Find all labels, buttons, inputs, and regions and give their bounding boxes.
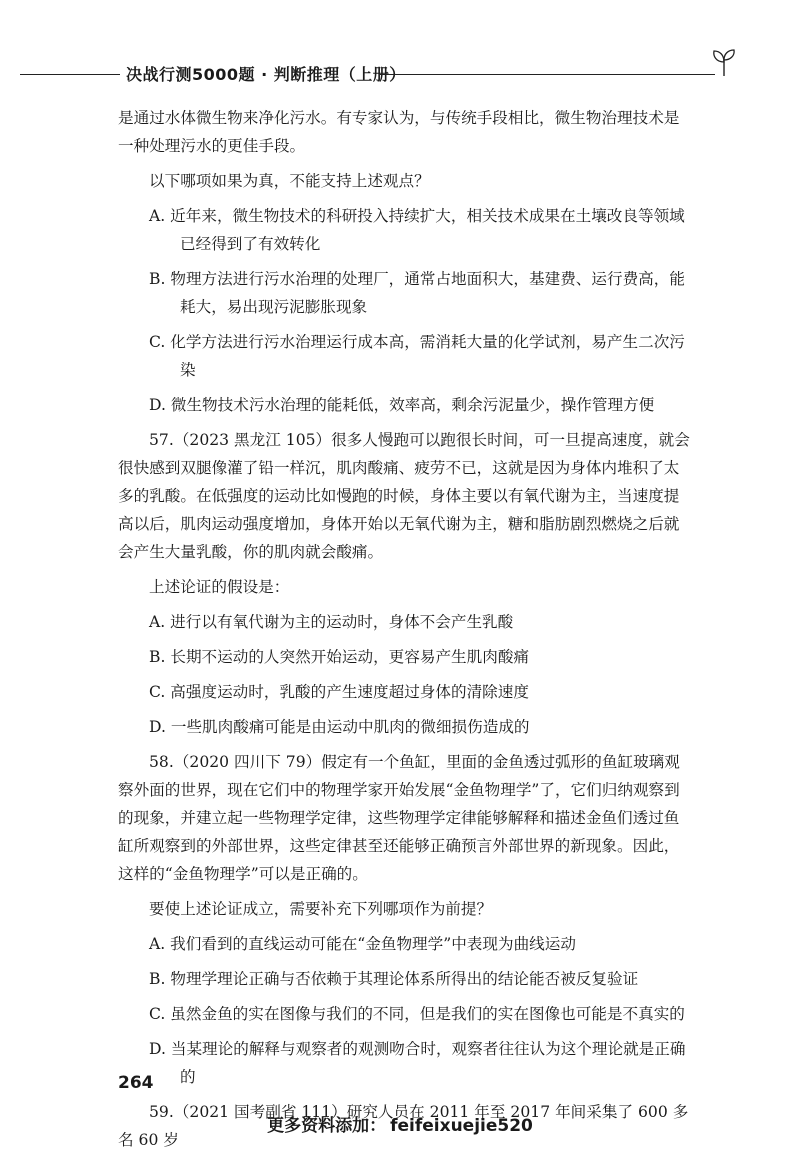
question-58-prompt: 要使上述论证成立，需要补充下列哪项作为前提？ bbox=[149, 900, 493, 918]
paragraph-continuation: 是通过水体微生物来净化污水。有专家认为，与传统手段相比，微生物治理技术是一种处理污水的更佳手段。 bbox=[118, 109, 680, 155]
page-number: 264 bbox=[118, 1073, 154, 1093]
footer-note bbox=[0, 1111, 800, 1136]
option-c: C. 化学方法进行污水治理运行成本高，需消耗大量的化学试剂，易产生二次污染 bbox=[149, 333, 685, 379]
question-57-prompt: 上述论证的假设是： bbox=[149, 578, 290, 596]
question-58-option-b: B. 物理学理论正确与否依赖于其理论体系所得出的结论能否被反复验证 bbox=[149, 970, 639, 988]
running-header bbox=[20, 62, 780, 86]
question-58-stem: 58.（2020 四川下 79）假定有一个鱼缸，里面的金鱼透过弧形的鱼缸玻璃观察外面的世界，现在它们中的物理学家开始发展“金鱼物理学”了，它们归纳观察到的现象，并建立起一些物理学定律，这些物理学定律能够解释和描述金鱼们透过鱼缸所观察到的外部世界，这些定律甚至还能够正确预言外部世界的新现象。因此，这样的“金鱼物理学”可以是正确的。 bbox=[118, 753, 680, 883]
question-58-option-c: C. 虽然金鱼的实在图像与我们的不同，但是我们的实在图像也可能是不真实的 bbox=[149, 1005, 685, 1023]
question-58-option-a: A. 我们看到的直线运动可能在“金鱼物理学”中表现为曲线运动 bbox=[149, 935, 576, 953]
question-57-option-d: D. 一些肌肉酸痛可能是由运动中肌肉的微细损伤造成的 bbox=[149, 718, 530, 736]
question-57-option-b: B. 长期不运动的人突然开始运动，更容易产生肌肉酸痛 bbox=[149, 648, 530, 666]
header-rule-left bbox=[20, 74, 120, 75]
option-a: A. 近年来，微生物技术的科研投入持续扩大，相关技术成果在土壤改良等领域已经得到了有效转化 bbox=[149, 207, 685, 253]
question-57-option-a: A. 进行以有氧代谢为主的运动时，身体不会产生乳酸 bbox=[149, 613, 514, 631]
sprout-icon bbox=[710, 46, 738, 78]
question-59-stem: 59.（2021 国考副省 111）研究人员在 2011 年至 2017 年间采集了 600 多名 60 岁 bbox=[118, 1103, 689, 1149]
book-title: 决战行测5000题 · 判断推理（上册） bbox=[126, 65, 406, 84]
header-rule-right bbox=[380, 74, 715, 75]
option-b: B. 物理方法进行污水治理的处理厂，通常占地面积大，基建费、运行费高，能耗大，易出现污泥膨胀现象 bbox=[149, 270, 685, 316]
footer-handle: feifeixuejie520 bbox=[390, 1116, 533, 1136]
question-57-option-c: C. 高强度运动时，乳酸的产生速度超过身体的清除速度 bbox=[149, 683, 529, 701]
footer-label: 更多资料添加： bbox=[267, 1116, 387, 1136]
question-prompt: 以下哪项如果为真，不能支持上述观点？ bbox=[149, 172, 430, 190]
option-d: D. 微生物技术污水治理的能耗低，效率高，剩余污泥量少，操作管理方便 bbox=[149, 396, 655, 414]
page-body bbox=[118, 104, 690, 1154]
question-58-option-d: D. 当某理论的解释与观察者的观测吻合时，观察者往往认为这个理论就是正确的 bbox=[149, 1040, 686, 1086]
question-57-stem: 57.（2023 黑龙江 105）很多人慢跑可以跑很长时间，可一旦提高速度，就会很快感到双腿像灌了铅一样沉，肌肉酸痛、疲劳不已，这就是因为身体内堆积了太多的乳酸。在低强度的运动比如慢跑的时候，身体主要以有氧代谢为主，当速度提高以后，肌肉运动强度增加，身体开始以无氧代谢为主，糖和脂肪剧烈燃烧之后就会产生大量乳酸，你的肌肉就会酸痛。 bbox=[118, 431, 690, 561]
